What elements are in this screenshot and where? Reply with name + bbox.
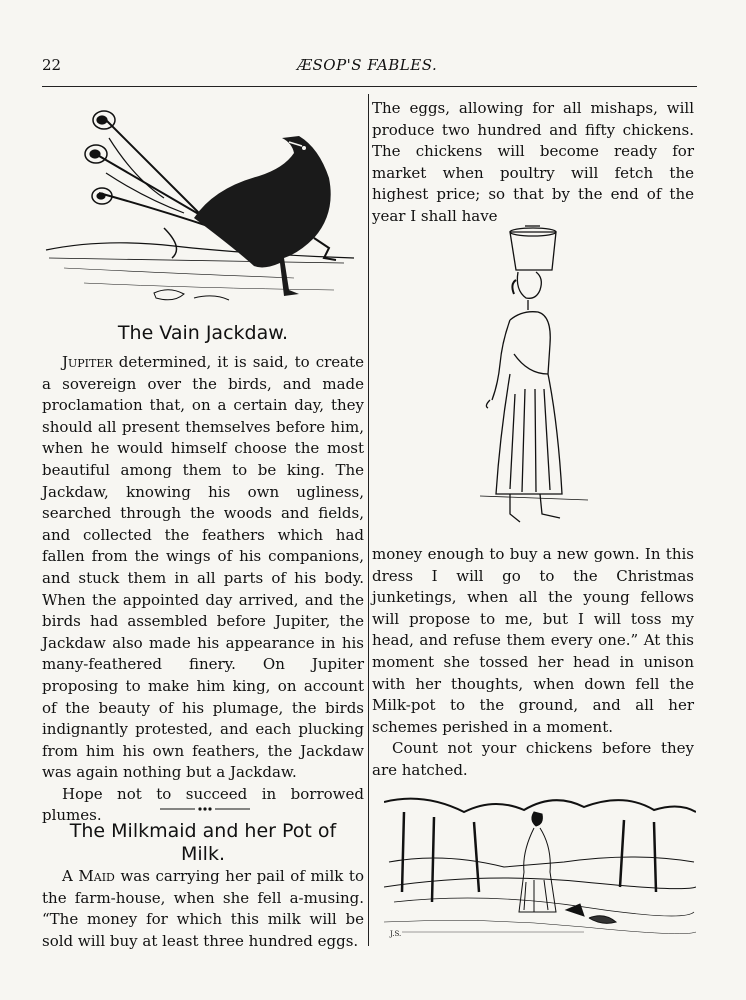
fable1-paragraph: determined, it is said, to create a sovereign over the birds, and made proclamation that, on a certain day, they should all present themselves before him, when he would himself choose the most beautiful among them to be king. The Jackdaw, knowing his own ugliness, searched through the woods and fields, and collected the feathers which had fallen from the wings of his companions, and stuck them in all parts of his body. When the appointed day arrived, and the birds had assembled before Jupiter, the Jackdaw also made his appearance in his many-feathered finery. On Jupiter proposing to make him king, on account of the beauty of his plumage, the birds indignantly protested, and each plucking from him his own feathers, the Jackdaw was again nothing but a Jackdaw. [42, 353, 364, 782]
page-number: 22 [42, 56, 62, 74]
fable2-body-after [372, 544, 694, 782]
fable2-title-line1: The Milkmaid and her Pot of [69, 820, 337, 842]
jackdaw-illustration [44, 98, 364, 316]
header-rule [42, 86, 697, 87]
fable2-title-line2: Milk. [181, 843, 225, 865]
fable2-body-cont [372, 98, 694, 228]
fable2-lead-word: A Maid [62, 867, 115, 885]
fable2-moral: Count not your chickens before they are hatched. [372, 739, 694, 779]
fable2-title [42, 820, 364, 866]
fable1-moral: Hope not to succeed in borrowed plumes. [42, 784, 364, 825]
section-ornament [160, 805, 250, 813]
fable2-paragraph-cont: The eggs, allowing for all mishaps, will produce two hundred and fifty chickens. The chickens will become ready for market when poultry will fetch the highest price; so that by the end of the year I shall have [372, 99, 694, 225]
fable1-body [42, 352, 364, 827]
artist-signature: J.S. [390, 930, 402, 938]
milkmaid-illustration [470, 224, 600, 530]
column-divider [368, 94, 369, 946]
fable2-paragraph-after: money enough to buy a new gown. In this dress I will go to the Christmas junketings, when all the young fellows will propose to me, but I will toss my head, and refuse them every one.” At this moment she tossed her head in unison with her thoughts, when down fell the Milk-pot to the ground, and all her schemes perished in a moment. [372, 545, 694, 736]
spilled-milk-illustration [384, 792, 696, 942]
fable1-lead-word: Jupiter [62, 353, 113, 371]
fable1-title: The Vain Jackdaw. [117, 322, 289, 344]
page-header [42, 56, 692, 80]
running-head: ÆSOP'S FABLES. [297, 56, 438, 74]
fable2-body-start [42, 866, 364, 952]
fable2-paragraph-start: was carrying her pail of milk to the farm-house, when she fell a-musing. “The money for which this milk will be sold will buy at least three hundred eggs. [42, 867, 364, 950]
